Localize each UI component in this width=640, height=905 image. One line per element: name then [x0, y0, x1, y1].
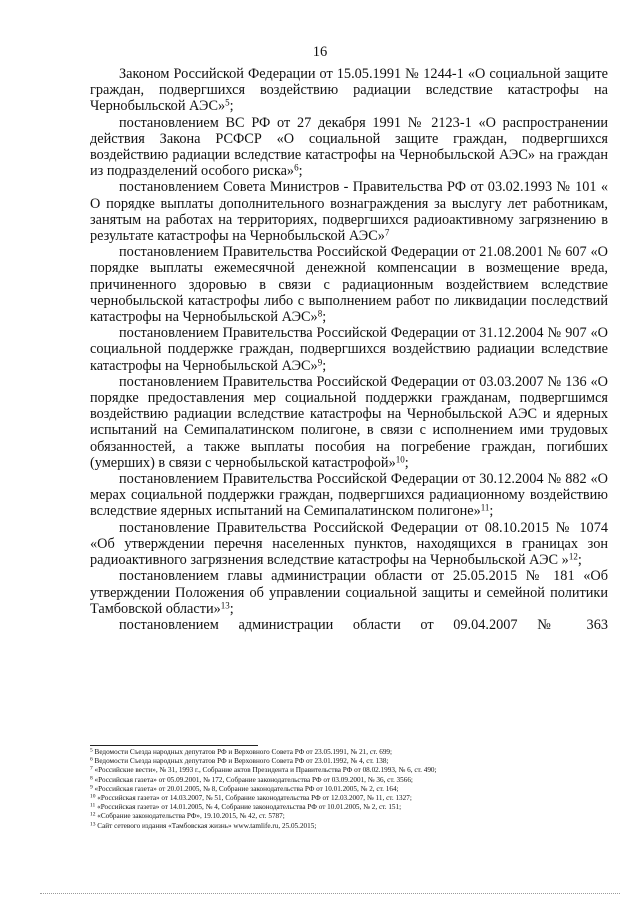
- footnote-text: «Российская газета» от 05.09.2001, № 172, Собрание законодательства РФ от 03.09.2001, № 36, ст. 3566;: [94, 775, 413, 784]
- footnote-number: 10: [90, 793, 96, 800]
- page-number: 16: [312, 44, 328, 60]
- paragraph-tail: ;: [489, 503, 494, 520]
- paragraph: [90, 66, 608, 115]
- paragraph-tail: ;: [298, 163, 303, 180]
- footnote-ref[interactable]: 13: [220, 600, 230, 611]
- paragraph-text: постановлением главы администрации области от 25.05.2015 № 181 «Об утверждении Положения об управлении социальной защиты и семейной политики Тамбовской области»: [90, 568, 608, 617]
- paragraph-text: постановлением Правительства Российской Федерации от 31.12.2004 № 907 «О социальной поддержке граждан, подвергшихся воздействию радиации вследствие катастрофы на Чернобыльской АЭС»: [90, 325, 608, 374]
- footnote: [90, 822, 570, 831]
- paragraph: [90, 179, 608, 244]
- paragraph: [90, 471, 608, 520]
- footnote-text: «Российская газета» от 20.01.2005, № 8, Собрание законодательства РФ от 10.01.2005, № 2, ст. 164;: [94, 784, 399, 793]
- footnote-text: «Российская газета» от 14.03.2007, № 51, Собрание законодательства РФ от 12.03.2007, № 11, ст. 1327;: [97, 794, 412, 803]
- paragraph-tail: ;: [322, 309, 327, 326]
- footnote: [90, 766, 570, 775]
- footnote-ref[interactable]: 6: [294, 162, 299, 173]
- paragraph-tail: ;: [404, 454, 409, 471]
- paragraph-text: постановлением Правительства Российской Федерации от 30.12.2004 № 882 «О мерах социальной поддержки граждан, подвергшихся радиационному воздействию вследствие ядерных испытаний на Семипалатинском полигоне»: [90, 471, 608, 520]
- footnote-ref[interactable]: 8: [317, 308, 323, 319]
- paragraph-tail: ;: [229, 98, 234, 115]
- footnote-number: 9: [90, 784, 93, 791]
- footnote-ref[interactable]: 10: [395, 454, 405, 465]
- paragraph: [90, 115, 608, 180]
- footnote-number: 12: [90, 811, 96, 818]
- paragraph-tail: ;: [229, 600, 234, 617]
- paragraph: [90, 520, 608, 569]
- footnote: [90, 748, 570, 757]
- footnote-text: «Собрание законодательства РФ», 19.10.2015, № 42, ст. 5787;: [97, 812, 285, 821]
- footnote-text: Ведомости Съезда народных депутатов РФ и Верховного Совета РФ от 23.05.1991, № 21, ст. 699;: [94, 748, 393, 756]
- legal-basis-list: [90, 66, 608, 633]
- footnote-number: 7: [90, 765, 93, 772]
- paragraph-text: постановление Правительства Российской Федерации от 08.10.2015 № 1074 «Об утверждении перечня населенных пунктов, находящихся в границах зон радиоактивного загрязнения вследствие катастрофы на Чернобыльской АЭС »: [90, 519, 608, 569]
- footnote-number: 8: [90, 775, 93, 782]
- footnote-ref[interactable]: 5: [225, 97, 230, 108]
- footnote-text: «Российская газета» от 14.01.2005, № 4, Собрание законодательства РФ от 10.01.2005, № 2, ст. 151;: [97, 803, 402, 812]
- footnotes: [90, 748, 570, 831]
- scan-edge-line: [40, 893, 620, 894]
- footnote-ref[interactable]: 9: [317, 357, 323, 368]
- paragraph-text: Законом Российской Федерации от 15.05.1991 № 1244-1 «О социальной защите граждан, подвергшихся воздействию радиации вследствие катастрофы на Чернобыльской АЭС»: [90, 66, 608, 115]
- footnote-ref[interactable]: 7: [384, 227, 390, 238]
- paragraph-tail: ;: [322, 357, 327, 374]
- footnote: [90, 776, 570, 785]
- footnote: [90, 812, 570, 821]
- footnote-number: 13: [90, 821, 96, 828]
- footnote-ref[interactable]: 11: [480, 502, 490, 513]
- footnote-text: Ведомости Съезда народных депутатов РФ и Верховного Совета РФ от 23.01.1992, № 4, ст. 138;: [94, 757, 389, 766]
- paragraph: [90, 244, 608, 325]
- paragraph-tail: ;: [577, 552, 582, 569]
- footnote: [90, 794, 570, 803]
- footnote-text: «Российские вести», № 31, 1993 г., Собрание актов Президента и Правительства РФ от 08.02.1993, № 6, ст. 490;: [94, 766, 437, 775]
- paragraph: [90, 568, 608, 617]
- footnote: [90, 785, 570, 794]
- paragraph: [90, 374, 608, 471]
- paragraph-text: постановлением ВС РФ от 27 декабря 1991 № 2123-1 «О распространении действия Закона РСФСР «О социальной защите граждан, подвергшихся воздействию радиации вследствие катастрофы на Чернобыльской АЭС» на граждан из подразделений особого риска»: [90, 114, 608, 180]
- footnote-number: 5: [90, 747, 93, 754]
- paragraph: [90, 325, 608, 374]
- paragraph: [90, 617, 608, 633]
- paragraph-text: постановлением администрации области от 09.04.2007 № 363: [119, 616, 608, 633]
- footnote-text: Сайт сетевого издания «Тамбовская жизнь» www.tamlife.ru, 25.05.2015;: [97, 821, 317, 830]
- footnote-ref[interactable]: 12: [568, 551, 578, 562]
- footnote-divider: [90, 745, 258, 746]
- paragraph-text: постановлением Совета Министров - Правительства РФ от 03.02.1993 № 101 « О порядке выплаты дополнительного вознаграждения за выслугу лет работникам, занятым на работах на территориях, подвергшихся радиоактивному загрязнению в результате катастрофы на Чернобыльской АЭС»: [90, 179, 608, 245]
- footnote-number: 11: [90, 802, 96, 809]
- footnote-number: 6: [90, 756, 93, 763]
- paragraph-text: постановлением Правительства Российской Федерации от 03.03.2007 № 136 «О порядке предоставления мер социальной поддержки гражданам, подвергшимся воздействию радиации вследствие катастрофы на Чернобыльской АЭС и ядерных испытаний на Семипалатинском полигоне, в связи с исполнением ими трудовых обязанностей, а также выплаты пособия на погребение граждан, погибших (умерших) в связи с чернобыльской катастрофой»: [90, 373, 608, 471]
- paragraph-text: постановлением Правительства Российской Федерации от 21.08.2001 № 607 «О порядке выплаты ежемесячной денежной компенсации в возмещение вреда, причиненного здоровью в связи с радиационным воздействием вследствие чернобыльской катастрофы либо с выполнением работ по ликвидации последствий катастрофы на Чернобыльской АЭС»: [90, 244, 608, 326]
